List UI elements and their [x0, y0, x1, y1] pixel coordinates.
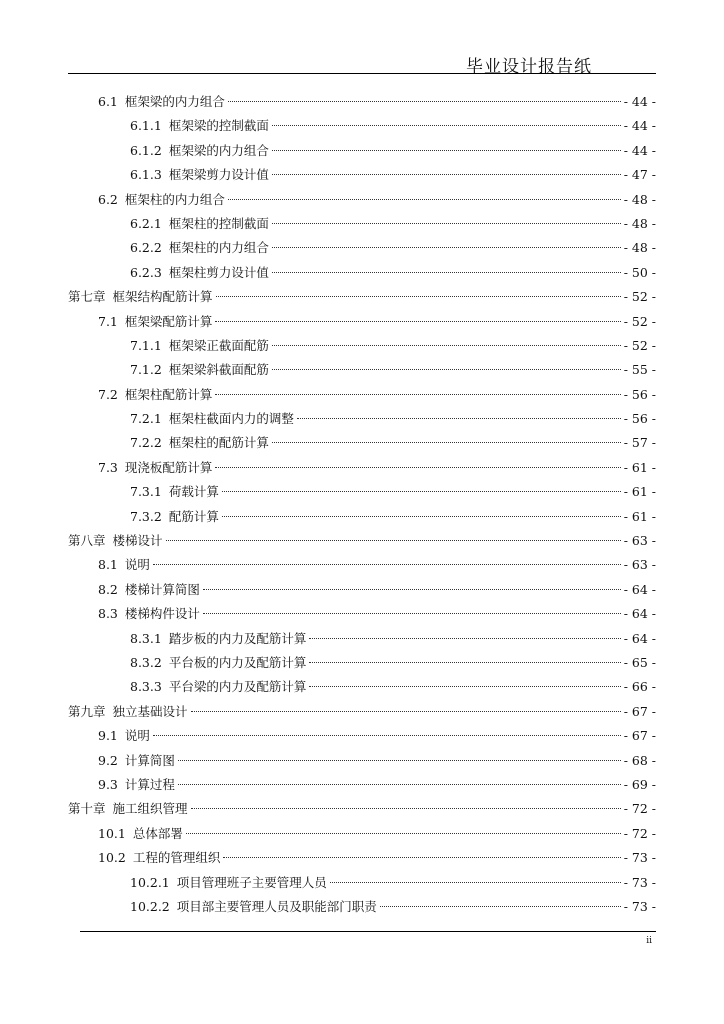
toc-entry-title [98, 553, 150, 577]
toc-entry-number: 7.3.2 [130, 508, 162, 524]
toc-entry-number: 10.2 [98, 850, 126, 866]
toc-entry-title [98, 846, 220, 870]
toc-entry-text: 计算简图 [124, 752, 175, 768]
toc-entry[interactable] [0, 627, 724, 651]
toc-dot-leader [272, 272, 621, 273]
toc-entry-number: 第十章 [68, 801, 106, 817]
toc-entry-number: 第八章 [68, 533, 106, 549]
toc-entry-page: - 50 - [623, 264, 656, 280]
toc-entry-title [98, 773, 175, 797]
toc-dot-leader [272, 150, 621, 151]
toc-entry-text: 框架梁剪力设计值 [168, 167, 269, 183]
toc-entry-number: 8.2 [98, 581, 118, 597]
toc-entry-text: 框架梁正截面配筋 [168, 337, 269, 353]
toc-entry-page: - 67 - [623, 703, 656, 719]
toc-entry-title [98, 822, 183, 846]
toc-entry-number: 6.1.1 [130, 118, 162, 134]
toc-entry-number: 10.2.2 [130, 898, 170, 914]
toc-entry[interactable] [0, 456, 724, 480]
toc-entry-number: 10.2.1 [130, 874, 170, 890]
toc-entry-page: - 52 - [623, 289, 656, 305]
footer-rule [80, 931, 656, 932]
toc-entry-number: 8.1 [98, 557, 118, 573]
toc-dot-leader [309, 638, 620, 639]
toc-dot-leader [330, 882, 621, 883]
toc-entry[interactable] [0, 480, 724, 504]
toc-entry-number: 9.1 [98, 728, 118, 744]
toc-entry-page: - 61 - [623, 459, 656, 475]
toc-entry[interactable] [0, 553, 724, 577]
toc-entry-page: - 63 - [623, 557, 656, 573]
toc-entry[interactable] [0, 505, 724, 529]
toc-dot-leader [272, 174, 621, 175]
toc-entry-text: 框架柱的内力组合 [168, 240, 269, 256]
toc-entry-page: - 44 - [623, 142, 656, 158]
toc-entry-page: - 69 - [623, 776, 656, 792]
toc-entry-title [130, 261, 269, 285]
toc-entry-text: 楼梯计算简图 [124, 581, 200, 597]
toc-entry[interactable] [0, 578, 724, 602]
toc-entry-page: - 48 - [623, 215, 656, 231]
toc-entry[interactable] [0, 724, 724, 748]
toc-entry-title [130, 651, 306, 675]
toc-entry-page: - 64 - [623, 606, 656, 622]
toc-dot-leader [380, 906, 621, 907]
toc-entry[interactable] [0, 261, 724, 285]
toc-entry-text: 框架柱剪力设计值 [168, 264, 269, 280]
toc-entry-number: 7.1.2 [130, 362, 162, 378]
toc-entry[interactable] [0, 188, 724, 212]
toc-entry[interactable] [0, 163, 724, 187]
toc-entry-title [130, 627, 306, 651]
toc-dot-leader [178, 784, 621, 785]
toc-entry-title [130, 431, 269, 455]
toc-entry-page: - 61 - [623, 508, 656, 524]
toc-entry-title [98, 578, 200, 602]
toc-entry-text: 独立基础设计 [112, 703, 188, 719]
toc-entry-title [130, 163, 269, 187]
toc-entry-number: 6.2.1 [130, 215, 162, 231]
toc-entry[interactable] [0, 871, 724, 895]
toc-dot-leader [272, 125, 621, 126]
footer-page-number: ii [646, 936, 652, 946]
toc-entry-text: 框架柱的控制截面 [168, 215, 269, 231]
toc-entry[interactable] [0, 431, 724, 455]
toc-entry-page: - 65 - [623, 654, 656, 670]
toc-entry-page: - 63 - [623, 533, 656, 549]
toc-dot-leader [203, 589, 621, 590]
toc-entry-text: 项目部主要管理人员及职能部门职责 [176, 898, 377, 914]
toc-entry-title [68, 700, 188, 724]
toc-entry-page: - 57 - [623, 435, 656, 451]
toc-entry-text: 荷载计算 [168, 484, 219, 500]
toc-entry-number: 7.2.1 [130, 411, 162, 427]
toc-entry-text: 框架结构配筋计算 [112, 289, 213, 305]
toc-entry-number: 9.2 [98, 752, 118, 768]
toc-dot-leader [216, 296, 621, 297]
toc-entry-title [130, 675, 306, 699]
toc-entry-number: 6.2 [98, 191, 118, 207]
toc-entry-text: 说明 [124, 557, 150, 573]
toc-entry-title [130, 114, 269, 138]
toc-dot-leader [228, 199, 621, 200]
toc-entry-number: 8.3.3 [130, 679, 162, 695]
toc-entry-title [68, 285, 213, 309]
toc-entry-page: - 48 - [623, 240, 656, 256]
toc-entry-title [130, 895, 377, 919]
toc-entry-page: - 47 - [623, 167, 656, 183]
toc-entry-number: 第九章 [68, 703, 106, 719]
toc-entry-text: 框架柱配筋计算 [124, 386, 213, 402]
toc-dot-leader [272, 247, 621, 248]
toc-entry-page: - 48 - [623, 191, 656, 207]
table-of-contents [0, 90, 724, 919]
toc-entry[interactable] [0, 114, 724, 138]
toc-dot-leader [215, 467, 620, 468]
toc-entry-title [68, 797, 188, 821]
toc-dot-leader [272, 345, 621, 346]
toc-entry[interactable] [0, 773, 724, 797]
toc-dot-leader [191, 808, 621, 809]
toc-entry-title [98, 724, 150, 748]
header-rule [68, 73, 656, 74]
toc-entry-number: 6.1.3 [130, 167, 162, 183]
toc-entry-number: 7.1 [98, 313, 118, 329]
toc-entry-page: - 64 - [623, 630, 656, 646]
toc-entry-number: 7.3.1 [130, 484, 162, 500]
toc-entry-title [130, 407, 294, 431]
toc-dot-leader [309, 686, 620, 687]
toc-entry-text: 配筋计算 [168, 508, 219, 524]
toc-entry[interactable] [0, 310, 724, 334]
toc-entry[interactable] [0, 285, 724, 309]
toc-entry[interactable] [0, 383, 724, 407]
toc-dot-leader [215, 321, 620, 322]
toc-dot-leader [272, 369, 621, 370]
toc-entry-title [98, 310, 212, 334]
toc-dot-leader [228, 101, 621, 102]
toc-entry-title [98, 90, 225, 114]
toc-entry-text: 框架梁的内力组合 [124, 94, 225, 109]
toc-entry-page: - 73 - [623, 874, 656, 890]
toc-dot-leader [223, 857, 620, 858]
toc-entry-page: - 67 - [623, 728, 656, 744]
toc-entry-page: - 64 - [623, 581, 656, 597]
toc-entry-title [130, 236, 269, 260]
toc-entry-title [68, 529, 163, 553]
toc-entry-number: 7.1.1 [130, 337, 162, 353]
toc-entry-page: - 56 - [623, 411, 656, 427]
toc-entry-text: 施工组织管理 [112, 801, 188, 817]
toc-dot-leader [272, 223, 621, 224]
toc-entry-page: - 52 - [623, 337, 656, 353]
toc-entry[interactable] [0, 334, 724, 358]
toc-entry-number: 6.1.2 [130, 142, 162, 158]
toc-entry-text: 踏步板的内力及配筋计算 [168, 630, 307, 646]
toc-entry[interactable] [0, 236, 724, 260]
toc-entry-title [98, 749, 175, 773]
toc-entry-page: - 73 - [623, 850, 656, 866]
toc-entry[interactable] [0, 529, 724, 553]
toc-entry-text: 框架柱的配筋计算 [168, 435, 269, 451]
toc-entry[interactable] [0, 90, 724, 114]
toc-entry-text: 框架梁配筋计算 [124, 313, 213, 329]
toc-entry-text: 框架梁的内力组合 [168, 142, 269, 158]
toc-entry-page: - 73 - [623, 898, 656, 914]
toc-entry-page: - 68 - [623, 752, 656, 768]
toc-entry-text: 项目管理班子主要管理人员 [176, 874, 327, 890]
toc-entry-text: 楼梯设计 [112, 533, 163, 549]
toc-entry-title [98, 188, 225, 212]
toc-entry-number: 8.3.1 [130, 630, 162, 646]
toc-dot-leader [309, 662, 620, 663]
toc-entry-text: 楼梯构件设计 [124, 606, 200, 622]
toc-dot-leader [186, 833, 621, 834]
toc-entry[interactable] [0, 846, 724, 870]
toc-entry-text: 框架柱的内力组合 [124, 191, 225, 207]
toc-entry-text: 框架梁的控制截面 [168, 118, 269, 134]
toc-entry-page: - 44 - [623, 94, 656, 109]
toc-entry-text: 工程的管理组织 [132, 850, 221, 866]
toc-entry[interactable] [0, 895, 724, 919]
toc-entry[interactable] [0, 675, 724, 699]
toc-entry-number: 8.3.2 [130, 654, 162, 670]
toc-entry[interactable] [0, 139, 724, 163]
toc-entry-title [130, 871, 327, 895]
toc-entry-text: 说明 [124, 728, 150, 744]
toc-entry-page: - 72 - [623, 801, 656, 817]
header-title: 毕业设计报告纸 [466, 57, 592, 77]
toc-entry-title [130, 212, 269, 236]
toc-entry-number: 6.2.3 [130, 264, 162, 280]
toc-entry-number: 9.3 [98, 776, 118, 792]
toc-entry[interactable] [0, 407, 724, 431]
toc-entry-number: 8.3 [98, 606, 118, 622]
toc-entry-title [98, 456, 212, 480]
toc-entry[interactable] [0, 797, 724, 821]
toc-entry-page: - 56 - [623, 386, 656, 402]
toc-entry-title [130, 139, 269, 163]
toc-dot-leader [297, 418, 621, 419]
toc-entry-title [130, 334, 269, 358]
toc-dot-leader [166, 540, 621, 541]
toc-entry-text: 总体部署 [132, 825, 183, 841]
toc-entry-number: 6.1 [98, 94, 118, 109]
toc-entry-number: 10.1 [98, 825, 126, 841]
toc-dot-leader [153, 564, 621, 565]
toc-dot-leader [222, 491, 621, 492]
toc-entry-number: 7.2.2 [130, 435, 162, 451]
toc-entry-title [130, 505, 219, 529]
toc-dot-leader [153, 735, 621, 736]
toc-entry-page: - 66 - [623, 679, 656, 695]
toc-entry[interactable] [0, 602, 724, 626]
toc-entry-text: 框架梁斜截面配筋 [168, 362, 269, 378]
toc-entry-page: - 44 - [623, 118, 656, 134]
toc-entry[interactable] [0, 700, 724, 724]
toc-dot-leader [222, 516, 621, 517]
toc-entry[interactable] [0, 822, 724, 846]
toc-entry[interactable] [0, 651, 724, 675]
toc-entry-title [130, 358, 269, 382]
toc-entry[interactable] [0, 212, 724, 236]
toc-entry-text: 框架柱截面内力的调整 [168, 411, 294, 427]
toc-entry-number: 7.3 [98, 459, 118, 475]
toc-entry-text: 现浇板配筋计算 [124, 459, 213, 475]
toc-entry-number: 6.2.2 [130, 240, 162, 256]
toc-entry-page: - 61 - [623, 484, 656, 500]
toc-entry-page: - 72 - [623, 825, 656, 841]
toc-entry-text: 平台梁的内力及配筋计算 [168, 679, 307, 695]
toc-entry-text: 计算过程 [124, 776, 175, 792]
toc-entry[interactable] [0, 358, 724, 382]
toc-entry-text: 平台板的内力及配筋计算 [168, 654, 307, 670]
toc-entry-page: - 52 - [623, 313, 656, 329]
toc-dot-leader [203, 613, 621, 614]
toc-entry-title [98, 602, 200, 626]
toc-dot-leader [215, 394, 620, 395]
toc-entry[interactable] [0, 749, 724, 773]
toc-entry-number: 第七章 [68, 289, 106, 305]
toc-entry-page: - 55 - [623, 362, 656, 378]
toc-dot-leader [178, 760, 621, 761]
toc-entry-number: 7.2 [98, 386, 118, 402]
toc-entry-title [98, 383, 212, 407]
toc-entry-title [130, 480, 219, 504]
toc-dot-leader [272, 442, 621, 443]
toc-dot-leader [191, 711, 621, 712]
